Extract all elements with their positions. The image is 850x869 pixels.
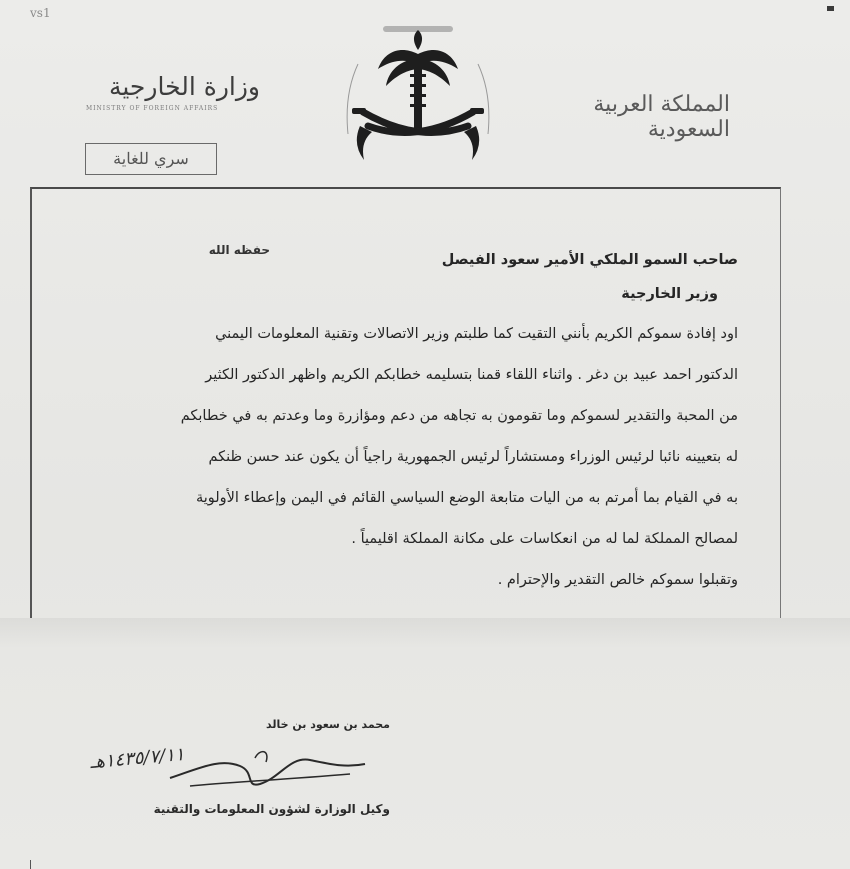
ministry-name-en: MINISTRY OF FOREIGN AFFAIRS [86,105,219,112]
saudi-emblem-icon [338,14,498,184]
frame-bottom-edge [30,860,31,869]
closing-line: وتقبلوا سموكم خالص التقدير والإحترام . [497,572,738,588]
page-shadow-band [0,618,850,648]
signer-name: محمد بن سعود بن خالد [266,718,390,731]
addressee: صاحب السمو الملكي الأمير سعود الفيصل [441,252,738,268]
signature-block [90,718,390,838]
body-line: اود إفادة سموكم الكريم بأنني التقيت كما طلبتم وزير الاتصالات وتقنية المعلومات اليمني [215,326,738,342]
honorific: حفظه الله [208,243,270,257]
body-line: لمصالح المملكة لما له من انعكاسات على مكانة المملكة اقليمياً . [351,531,738,547]
classification-stamp: سري للغاية [85,143,217,175]
signer-title: وكيل الوزارة لشؤون المعلومات والتقنية [153,802,390,816]
ministry-header [80,72,260,112]
body-line: له بتعيينه نائبا لرئيس الوزراء ومستشاراً لرئيس الجمهورية راجياً أن يكون عند حسن ظنكم [208,449,738,465]
body-line: من المحبة والتقدير لسموكم وما تقومون به تجاهه من دعم ومؤازرة وما وعدتم به في خطابكم [180,408,738,424]
body-line: به في القيام بما أمرتم به من اليات متابعة الوضع السياسي القائم في اليمن وإعطاء الأولوية [195,490,738,506]
addressee-title: وزير الخارجية [621,286,718,302]
corner-mark [827,6,834,11]
handwritten-date: ١٤٣٥/٧/١١هـ [89,743,186,774]
kingdom-name: المملكة العربية السعودية [593,92,730,142]
body-line: الدكتور احمد عبيد بن دغر . واثناء اللقاء قمنا بتسليمه خطابكم الكريم واظهر الدكتور الكثير [205,367,738,383]
handwritten-signature-icon [160,738,370,798]
ministry-name: وزارة الخارجية [108,72,260,101]
corner-tag: vs1 [30,6,51,20]
letter-body [98,250,738,600]
